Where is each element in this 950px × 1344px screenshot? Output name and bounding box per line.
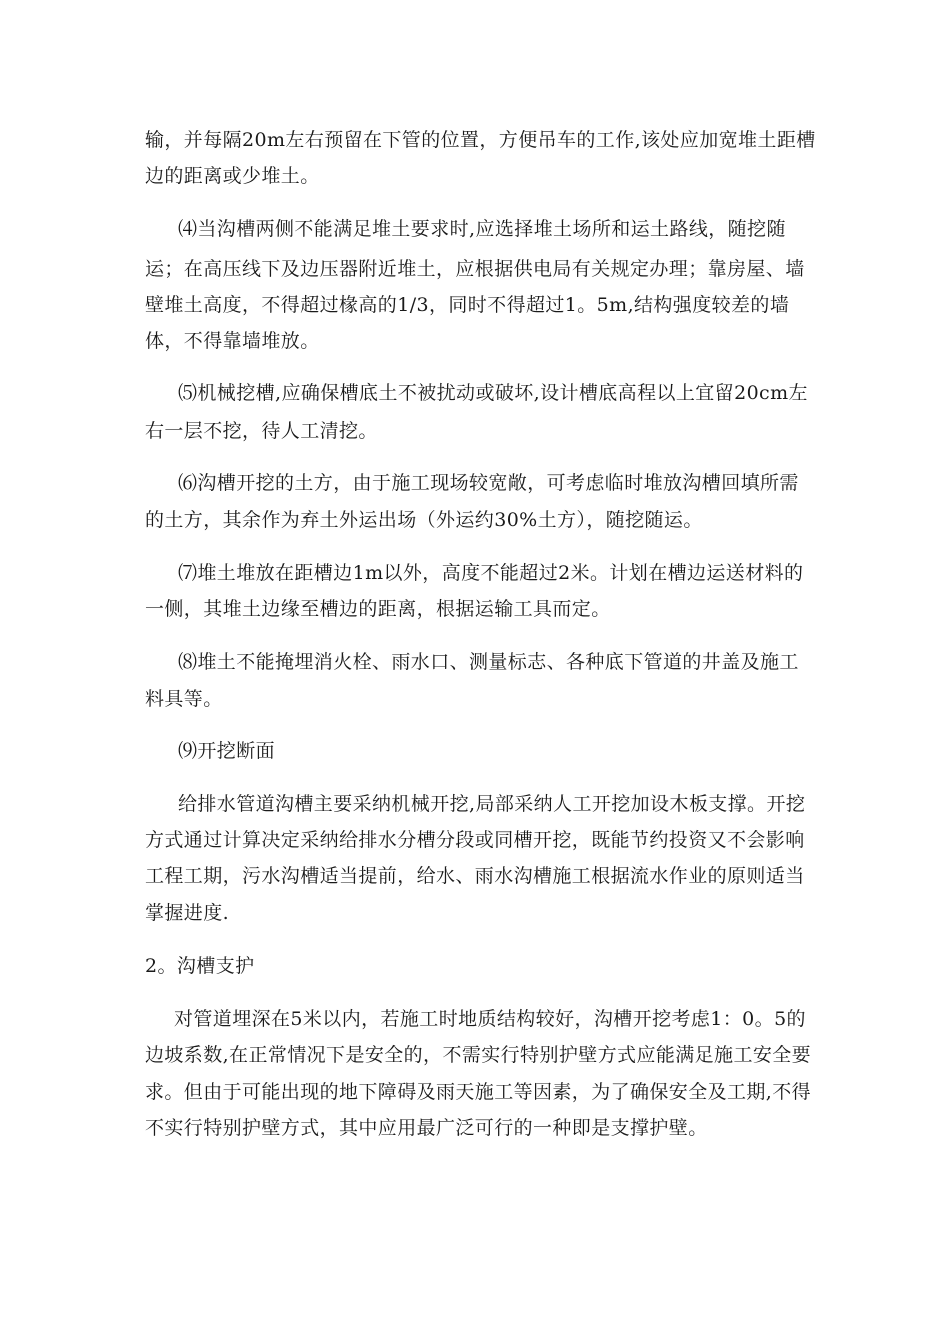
text-line: 边坡系数,在正常情况下是安全的，不需实行特别护壁方式应能满足施工安全要 xyxy=(145,1044,812,1066)
text-line: ⑻堆土不能掩埋消火栓、雨水口、测量标志、各种底下管道的井盖及施工 xyxy=(178,651,799,673)
section-heading: 2。沟槽支护 xyxy=(145,955,255,977)
text-line: 壁堆土高度，不得超过椽高的1/3，同时不得超过1。5m,结构强度较差的墙 xyxy=(145,294,790,316)
text-line: 运；在高压线下及边压器附近堆土，应根据供电局有关规定办理；靠房屋、墙 xyxy=(145,258,805,280)
text-line: 求。但由于可能出现的地下障碍及雨天施工等因素，为了确保安全及工期,不得 xyxy=(145,1081,812,1103)
text-line: 体，不得靠墙堆放。 xyxy=(145,330,320,352)
text-line: 边的距离或少堆土。 xyxy=(145,165,320,187)
text-line: 给排水管道沟槽主要采纳机械开挖,局部采纳人工开挖加设木板支撑。开挖 xyxy=(178,793,806,815)
text-line: ⑹沟槽开挖的土方，由于施工现场较宽敞，可考虑临时堆放沟槽回填所需 xyxy=(178,472,799,494)
text-line: 工程工期，污水沟槽适当提前，给水、雨水沟槽施工根据流水作业的原则适当 xyxy=(145,865,805,887)
text-line: 一侧，其堆土边缘至槽边的距离，根据运输工具而定。 xyxy=(145,598,611,620)
text-line: ⑼开挖断面 xyxy=(178,740,276,762)
text-line: 掌握进度. xyxy=(145,902,230,924)
text-line: 输，并每隔20m左右预留在下管的位置，方便吊车的工作,该处应加宽堆土距槽 xyxy=(145,129,816,151)
text-line: ⑷当沟槽两侧不能满足堆土要求时,应选择堆土场所和运土路线，随挖随 xyxy=(178,218,786,240)
text-line: 对管道埋深在5米以内，若施工时地质结构较好，沟槽开挖考虑1：0。5的 xyxy=(174,1008,806,1030)
text-line: 不实行特别护壁方式，其中应用最广泛可行的一种即是支撑护壁。 xyxy=(145,1117,708,1139)
text-line: ⑺堆土堆放在距槽边1m以外，高度不能超过2米。计划在槽边运送材料的 xyxy=(178,562,804,584)
text-line: 方式通过计算决定采纳给排水分槽分段或同槽开挖，既能节约投资又不会影响 xyxy=(145,829,805,851)
text-line: 的土方，其余作为弃土外运出场（外运约30%土方），随挖随运。 xyxy=(145,509,703,531)
text-line: ⑸机械挖槽,应确保槽底土不被扰动或破坏,设计槽底高程以上宜留20cm左 xyxy=(178,382,808,404)
text-line: 料具等。 xyxy=(145,688,223,710)
text-line: 右一层不挖，待人工清挖。 xyxy=(145,420,378,442)
